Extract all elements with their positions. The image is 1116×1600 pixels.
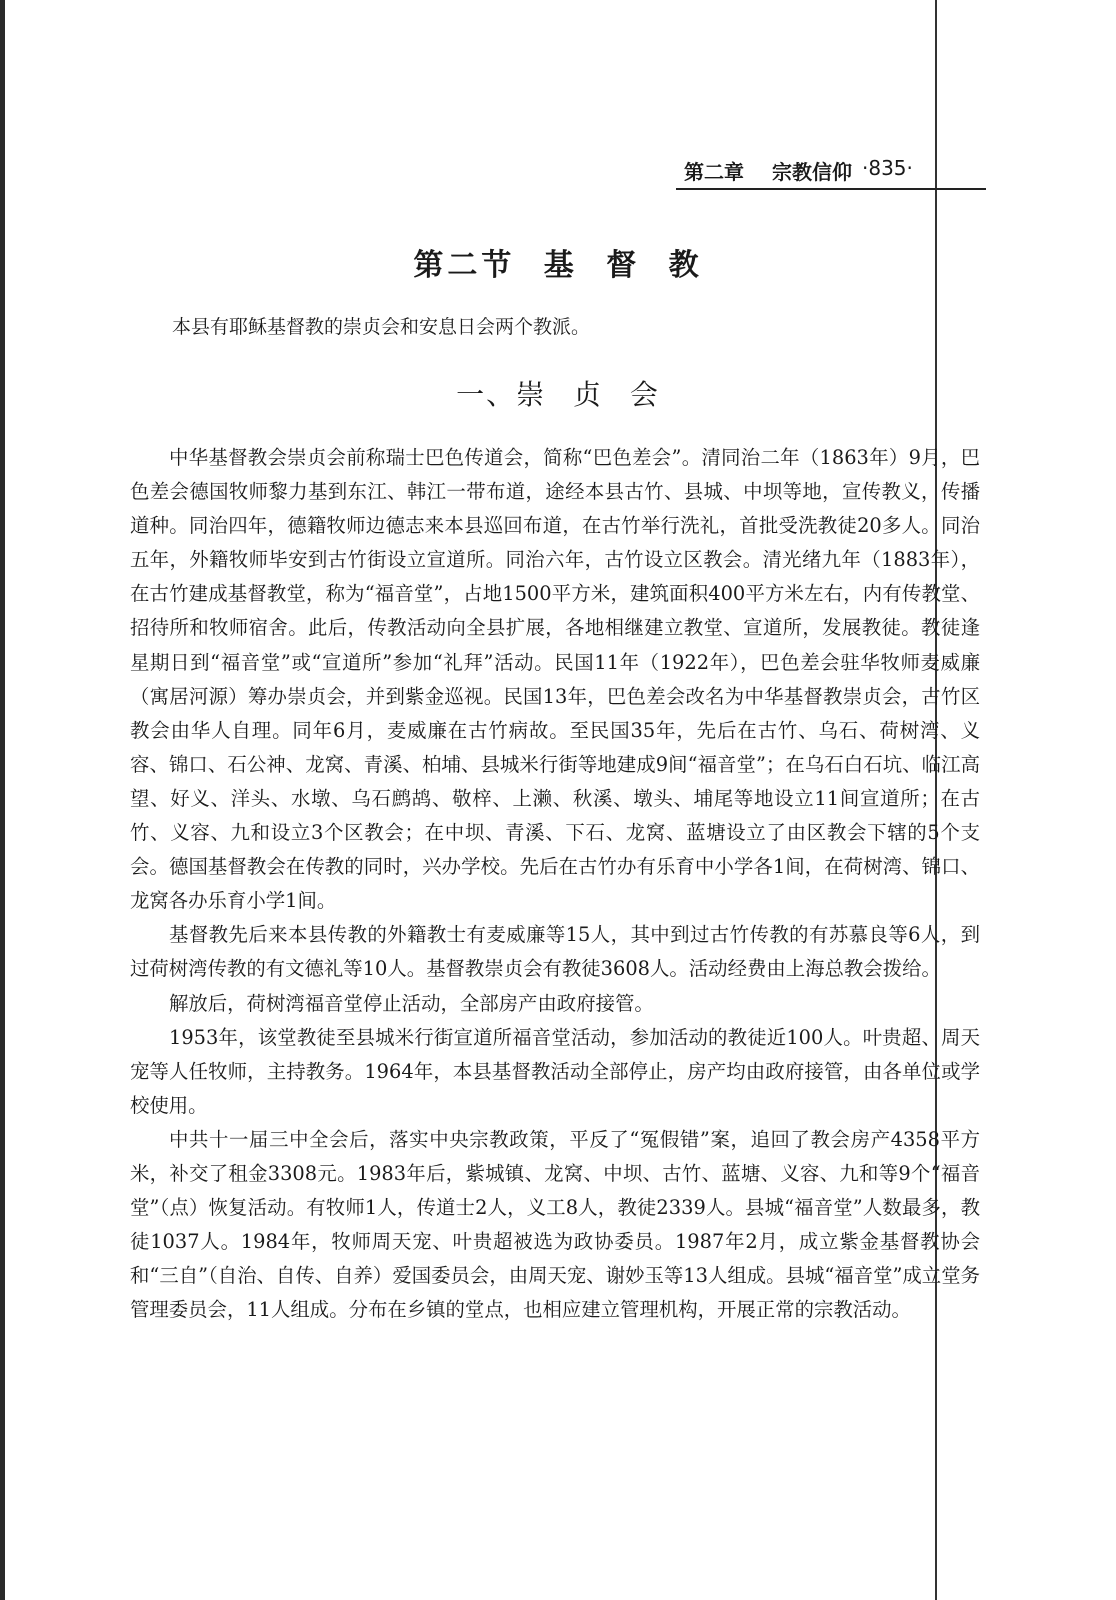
paragraph-1953: 1953年，该堂教徒至县城米行街宣道所福音堂活动，参加活动的教徒近100人。叶贵超、周天宠等人任牧师，主持教务。1964年，本县基督教活动全部停止，房产均由政府接管，由各单位或学校使用。: [130, 1025, 980, 1117]
paragraph-missionaries: 基督教先后来本县传教的外籍教士有麦威廉等15人，其中到过古竹传教的有苏慕良等6人，到过荷树湾传教的有文德礼等10人。基督教崇贞会有教徒3608人。活动经费由上海总教会拨给。: [130, 923, 980, 981]
header-topic: 宗教信仰: [772, 160, 852, 184]
paragraph-liberation: 解放后，荷树湾福音堂停止活动，全部房产由政府接管。: [169, 991, 654, 1015]
paragraph-history: 中华基督教会崇贞会前称瑞士巴色传道会，简称“巴色差会”。清同治二年（1863年）9月，巴色差会德国牧师黎力基到东江、韩江一带布道，途经本县古竹、县城、中坝等地，宣传教义，传播道种。同治四年，德籍牧师边德志来本县巡回布道，在古竹举行洗礼，首批受洗教徒20多人。同治五年，外籍牧师毕安到古竹街设立宣道所。同治六年，古竹设立区教会。清光绪九年（1883年），在古竹建成基督教堂，称为“福音堂”，占地1500平方米，建筑面积400平方米左右，内有传教堂、招待所和牧师宿舍。此后，传教活动向全县扩展，各地相继建立教堂、宣道所，发展教徒。教徒逢星期日到“福音堂”或“宣道所”参加“礼拜”活动。民国11年（1922年），巴色差会驻华牧师麦威廉（寓居河源）筹办崇贞会，并到紫金巡视。民国13年，巴色差会改名为中华基督教崇贞会，古竹区教会由华人自理。同年6月，麦威廉在古竹病故。至民国35年，先后在古竹、乌石、荷树湾、义容、锦口、石公神、龙窝、青溪、柏埔、县城米行街等地建成9间“福音堂”；在乌石白石坑、临江高望、好义、洋头、水墩、乌石鹧鸪、敬梓、上濑、秋溪、墩头、埔尾等地设立11间宣道所；在古竹、义容、九和设立3个区教会；在中坝、青溪、下石、龙窝、蓝塘设立了由区教会下辖的5个支会。德国基督教会在传教的同时，兴办学校。先后在古竹办有乐育中小学各1间，在荷树湾、锦口、龙窝各办乐育小学1间。: [130, 446, 981, 913]
section-intro: 本县有耶稣基督教的崇贞会和安息日会两个教派。: [172, 316, 591, 338]
paragraph-reform: 中共十一届三中全会后，落实中央宗教政策，平反了“冤假错”案，追回了教会房产4358平方米，补交了租金3308元。1983年后，紫城镇、龙窝、中坝、古竹、蓝塘、义容、九和等9个“福音堂”（点）恢复活动。有牧师1人，传道士2人，义工8人，教徒2339人。县城“福音堂”人数最多，教徒1037人。1984年，牧师周天宠、叶贵超被选为政协委员。1987年2月，成立紫金基督教协会和“三自”（自治、自传、自养）爱国委员会，由周天宠、谢妙玉等13人组成。县城“福音堂”成立堂务管理委员会，11人组成。分布在乡镇的堂点，也相应建立管理机构，开展正常的宗教活动。: [130, 1127, 980, 1322]
section-title: 第二节 基 督 教: [413, 248, 703, 283]
header-chapter: 第二章: [684, 160, 744, 184]
body-text: [130, 441, 980, 1327]
subsection-title: 一、崇 贞 会: [456, 378, 660, 411]
page-number: ·835·: [862, 156, 913, 180]
running-header: [676, 150, 986, 190]
